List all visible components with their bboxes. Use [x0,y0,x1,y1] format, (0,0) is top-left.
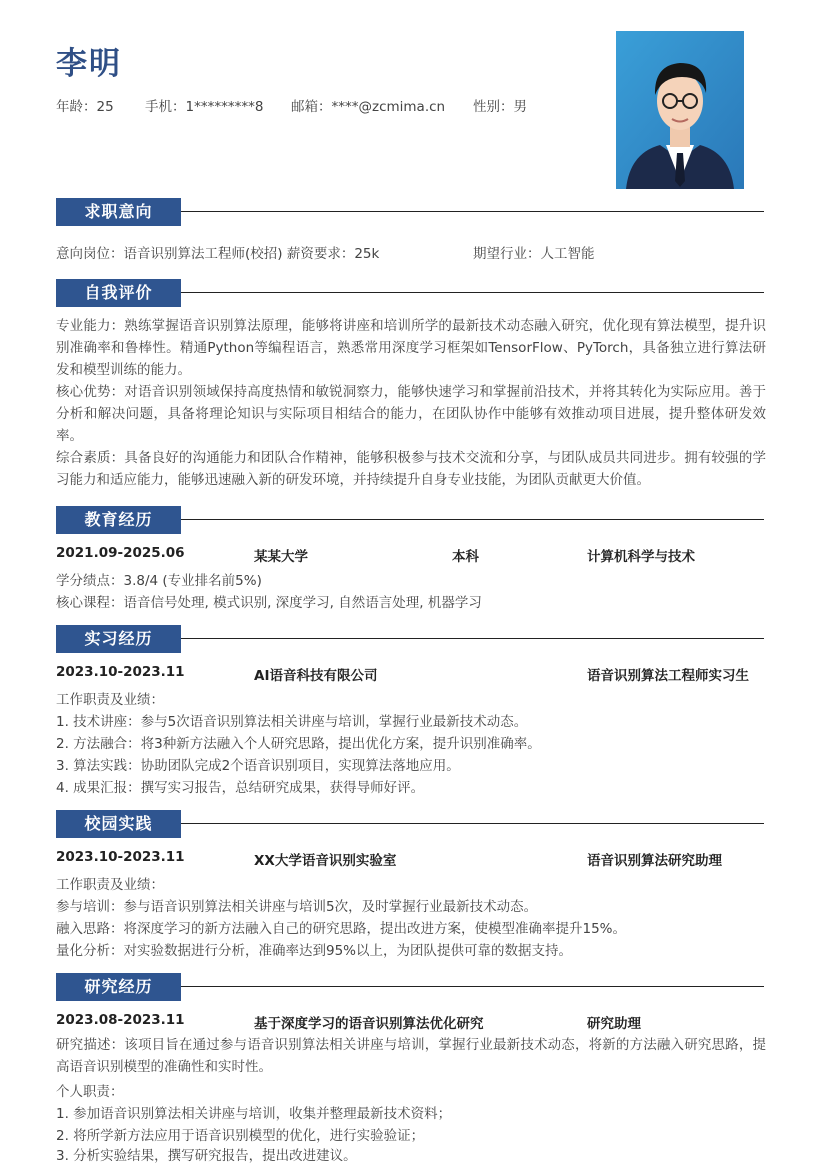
intern-item: 2. 方法融合：将3种新方法融入个人研究思路，提出优化方案，提升识别准确率。 [56,736,541,752]
intern-role: 语音识别算法工程师实习生 [587,668,749,684]
intern-date: 2023.10-2023.11 [56,664,185,680]
edu-school: 某某大学 [254,549,308,565]
intern-item: 3. 算法实践：协助团队完成2个语音识别项目，实现算法落地应用。 [56,758,460,774]
campus-date: 2023.10-2023.11 [56,849,185,865]
campus-item: 量化分析：对实验数据进行分析，准确率达到95%以上，为团队提供可靠的数据支持。 [56,943,573,959]
edu-degree: 本科 [452,549,479,565]
research-project: 基于深度学习的语音识别算法优化研究 [254,1016,484,1032]
section-title: 教育经历 [56,506,181,534]
age-info: 年龄：25 [56,99,114,115]
edu-gpa: 学分绩点：3.8/4 (专业排名前5%) [56,573,262,589]
research-item: 3. 分析实验结果，撰写研究报告，提出改进建议。 [56,1148,357,1164]
research-duty-label: 个人职责： [56,1084,124,1100]
intern-item: 4. 成果汇报：撰写实习报告，总结研究成果，获得导师好评。 [56,780,425,796]
self-eval-strengths: 核心优势：对语音识别领域保持高度热情和敏锐洞察力，能够快速学习和掌握前沿技术，并将其转化为实际应用。善于分析和解决问题，具备将理论知识与实际项目相结合的能力，在团队协作中能够有效推动项目进展，提升整体研发效率。 [56,384,766,444]
section-self-evaluation [56,279,764,307]
edu-date: 2021.09-2025.06 [56,545,185,561]
intern-intro: 工作职责及业绩： [56,692,164,708]
edu-major: 计算机科学与技术 [587,549,695,565]
profile-photo [616,31,744,189]
campus-intro: 工作职责及业绩： [56,877,164,893]
section-divider [181,986,764,987]
intern-item: 1. 技术讲座：参与5次语音识别算法相关讲座与培训，掌握行业最新技术动态。 [56,714,528,730]
phone-info: 手机：1*********8 [145,99,264,115]
self-eval-professional: 专业能力：熟练掌握语音识别算法原理，能够将讲座和培训所学的最新技术动态融入研究，优化现有算法模型，提升识别准确率和鲁棒性。精通Python等编程语言，熟悉常用深度学习框架如TensorFlow、PyTorch，具备独立进行算法研发和模型训练的能力。 [56,318,766,378]
campus-org: XX大学语音识别实验室 [254,853,397,869]
section-divider [181,823,764,824]
campus-item: 融入思路：将深度学习的新方法融入自己的研究思路，提出改进方案，使模型准确率提升15%。 [56,921,627,937]
intern-company: AI语音科技有限公司 [254,668,378,684]
section-research [56,973,764,1001]
email-info: 邮箱：****@zcmima.cn [291,99,446,115]
research-role: 研究助理 [587,1016,641,1032]
gender-info: 性别：男 [473,99,527,115]
intent-industry: 期望行业：人工智能 [473,246,595,262]
section-divider [181,211,764,212]
intent-position: 意向岗位：语音识别算法工程师(校招) 薪资要求：25k [56,246,380,262]
section-job-intent [56,198,764,226]
section-title: 研究经历 [56,973,181,1001]
research-date: 2023.08-2023.11 [56,1012,185,1028]
campus-item: 参与培训：参与语音识别算法相关讲座与培训5次，及时掌握行业最新技术动态。 [56,899,538,915]
candidate-name: 李明 [56,46,122,82]
research-description: 研究描述：该项目旨在通过参与语音识别算法相关讲座与培训，掌握行业最新技术动态，将新的方法融入研究思路，提高语音识别模型的准确性和实时性。 [56,1037,766,1075]
section-education [56,506,764,534]
self-eval-qualities: 综合素质：具备良好的沟通能力和团队合作精神，能够积极参与技术交流和分享，与团队成员共同进步。拥有较强的学习能力和适应能力，能够迅速融入新的研发环境，并持续提升自身专业技能，为团队贡献更大价值。 [56,450,766,488]
section-divider [181,292,764,293]
section-title: 自我评价 [56,279,181,307]
section-title: 求职意向 [56,198,181,226]
section-title: 校园实践 [56,810,181,838]
section-title: 实习经历 [56,625,181,653]
research-item: 1. 参加语音识别算法相关讲座与培训，收集并整理最新技术资料； [56,1106,452,1122]
section-internship [56,625,764,653]
campus-role: 语音识别算法研究助理 [587,853,722,869]
edu-courses: 核心课程：语音信号处理, 模式识别, 深度学习, 自然语言处理, 机器学习 [56,595,482,611]
research-item: 2. 将所学新方法应用于语音识别模型的优化，进行实验验证； [56,1128,425,1144]
section-divider [181,638,764,639]
section-divider [181,519,764,520]
section-campus-practice [56,810,764,838]
